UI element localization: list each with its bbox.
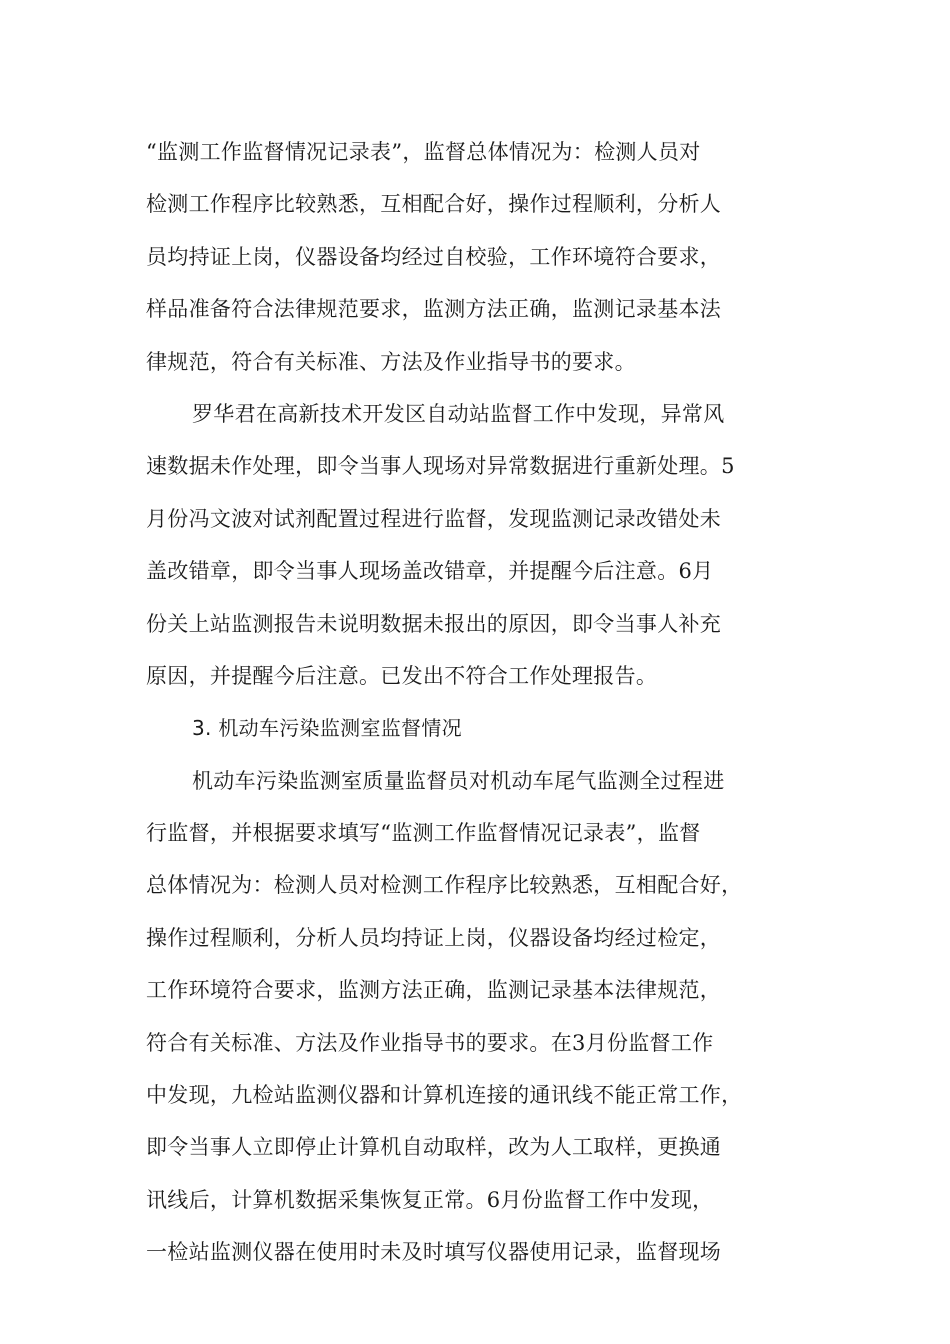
section-heading: 3. 机动车污染监测室监督情况 [192,716,462,741]
text-line: 工作环境符合要求，监测方法正确，监测记录基本法律规范， [146,978,722,1003]
text-line: 一检站监测仪器在使用时未及时填写仪器使用记录，监督现场 [146,1240,722,1265]
text-line: 月份冯文波对试剂配置过程进行监督，发现监测记录改错处未 [146,506,722,531]
text-line: 讯线后，计算机数据采集恢复正常。6月份监督工作中发现， [146,1187,714,1212]
text-line: 律规范，符合有关标准、方法及作业指导书的要求。 [146,349,636,374]
text-line: 罗华君在高新技术开发区自动站监督工作中发现，异常风 [192,401,725,426]
text-line: 速数据未作处理，即令当事人现场对异常数据进行重新处理。5 [146,454,735,479]
document-body [146,132,826,1285]
text-line: 原因，并提醒今后注意。已发出不符合工作处理报告。 [146,663,658,688]
text-line: 样品准备符合法律规范要求，监测方法正确，监测记录基本法 [146,297,722,322]
text-line: 总体情况为：检测人员对检测工作程序比较熟悉，互相配合好， [146,873,743,898]
text-line: 机动车污染监测室质量监督员对机动车尾气监测全过程进 [192,768,725,793]
text-line: 检测工作程序比较熟悉，互相配合好，操作过程顺利，分析人 [146,192,722,217]
text-line: 操作过程顺利，分析人员均持证上岗，仪器设备均经过检定， [146,925,722,950]
text-line: “监测工作监督情况记录表”，监督总体情况为：检测人员对 [146,140,701,164]
text-line: 份关上站监测报告未说明数据未报出的原因，即令当事人补充 [146,611,722,636]
text-line: 中发现，九检站监测仪器和计算机连接的通讯线不能正常工作， [146,1083,743,1108]
text-line: 符合有关标准、方法及作业指导书的要求。在3月份监督工作 [146,1030,714,1055]
text-line: 员均持证上岗，仪器设备均经过自校验，工作环境符合要求， [146,244,722,269]
text-line: 行监督，并根据要求填写“监测工作监督情况记录表”，监督 [146,821,701,846]
text-line: 即令当事人立即停止计算机自动取样，改为人工取样，更换通 [146,1135,722,1160]
text-line: 盖改错章，即令当事人现场盖改错章，并提醒今后注意。6月 [146,559,714,584]
